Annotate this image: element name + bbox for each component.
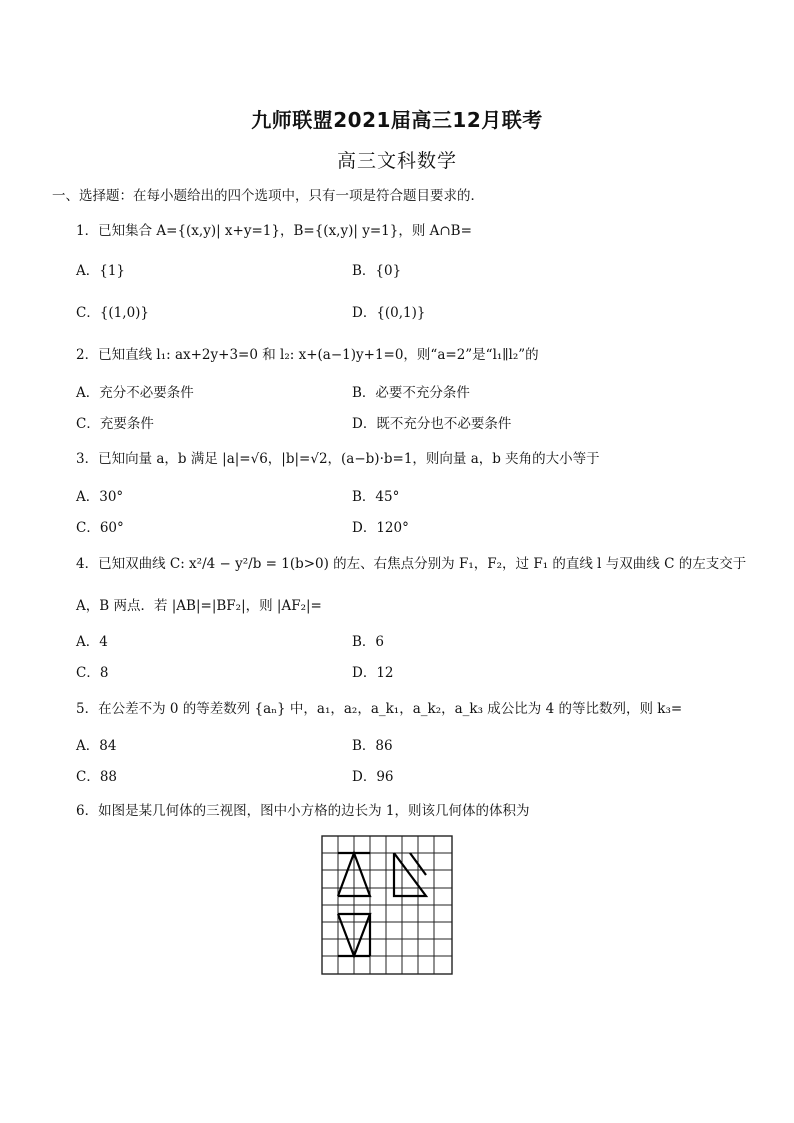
question-4-option-a: A．4 xyxy=(76,634,108,650)
page-subtitle: 高三文科数学 xyxy=(336,150,457,172)
question-1-option-d: D．{(0,1)} xyxy=(352,305,426,321)
question-1-option-c: C．{(1,0)} xyxy=(76,305,150,321)
question-4-option-d: D．12 xyxy=(352,665,394,681)
question-3-stem: 3．已知向量 a，b 满足 |a|=√6，|b|=√2，(a−b)·b=1，则向量 a，b 夹角的大小等于 xyxy=(76,451,600,467)
question-6-stem: 6．如图是某几何体的三视图，图中小方格的边长为 1，则该几何体的体积为 xyxy=(76,803,530,819)
question-5-option-a: A．84 xyxy=(76,738,117,754)
question-1-option-b: B．{0} xyxy=(352,263,402,279)
question-2-option-c: C．充要条件 xyxy=(76,416,154,432)
side-view-shape xyxy=(394,853,426,896)
three-view-grid xyxy=(318,832,458,978)
question-4-option-b: B．6 xyxy=(352,634,385,650)
question-3-option-a: A．30° xyxy=(76,489,124,505)
question-2-option-b: B．必要不充分条件 xyxy=(352,385,470,401)
question-3-option-b: B．45° xyxy=(352,489,400,505)
question-1-stem: 1．已知集合 A={(x,y)| x+y=1}，B={(x,y)| y=1}，则 A∩B= xyxy=(76,223,472,239)
question-3-option-d: D．120° xyxy=(352,520,409,536)
question-2-option-d: D．既不充分也不必要条件 xyxy=(352,416,512,432)
grid-lines xyxy=(322,836,452,974)
question-1-option-a: A．{1} xyxy=(76,263,126,279)
page-title: 九师联盟2021届高三12月联考 xyxy=(251,108,543,132)
question-5-option-d: D．96 xyxy=(352,769,394,785)
question-5-option-c: C．88 xyxy=(76,769,118,785)
question-3-option-c: C．60° xyxy=(76,520,124,536)
question-2-option-a: A．充分不必要条件 xyxy=(76,385,194,401)
question-5-stem: 5．在公差不为 0 的等差数列 {aₙ} 中，a₁，a₂，a_k₁，a_k₂，a_k₃ 成公比为 4 的等比数列，则 k₃= xyxy=(76,701,683,717)
section-heading: 一、选择题：在每小题给出的四个选项中，只有一项是符合题目要求的． xyxy=(52,188,484,204)
three-view-figure xyxy=(318,832,458,978)
question-5-option-b: B．86 xyxy=(352,738,393,754)
question-4-option-c: C．8 xyxy=(76,665,109,681)
question-2-stem: 2．已知直线 l₁: ax+2y+3=0 和 l₂: x+(a−1)y+1=0，则“a=2”是“l₁∥l₂”的 xyxy=(76,347,539,363)
question-4-stem: 4．已知双曲线 C: x²/4 − y²/b = 1(b>0) 的左、右焦点分别为 F₁，F₂，过 F₁ 的直线 l 与双曲线 C 的左支交于 xyxy=(76,556,747,572)
question-4-stem-continued: A，B 两点．若 |AB|=|BF₂|，则 |AF₂|= xyxy=(76,598,322,614)
